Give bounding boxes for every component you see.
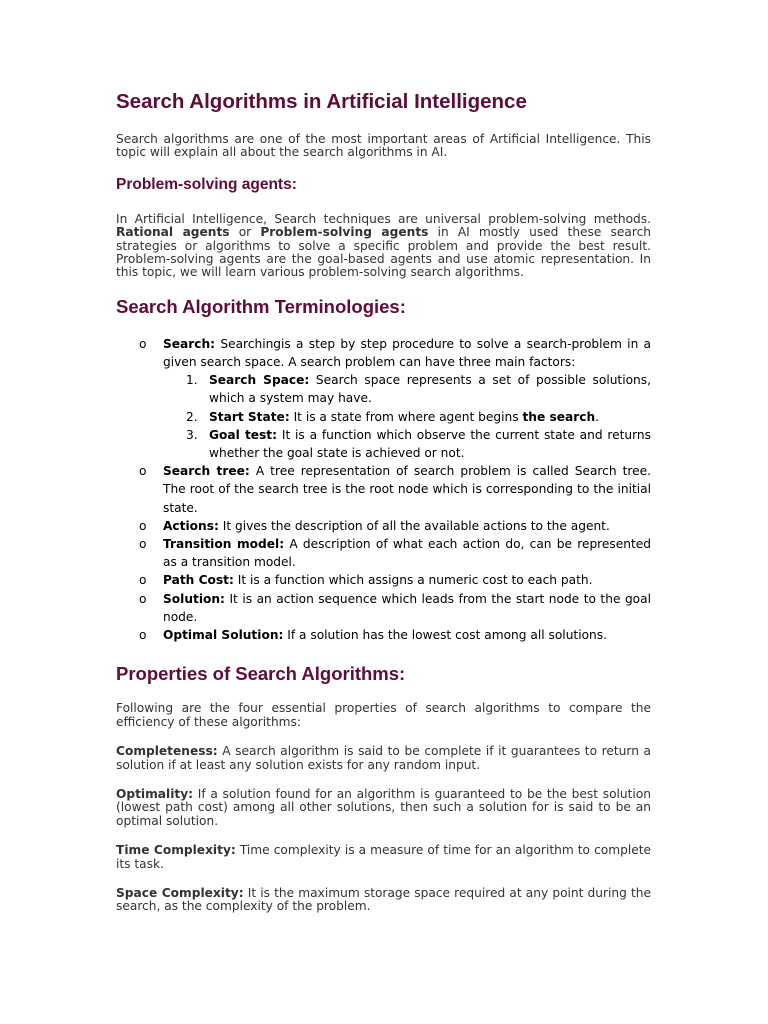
property-term: Space Complexity: — [116, 885, 244, 900]
factor-desc: Search space represents a set of possible solutions, which a system may have. — [209, 373, 652, 406]
term-desc: A description of what each action do, can be represented as a transition model. — [163, 537, 652, 570]
factor-desc: It is a state from where agent begins — [293, 409, 519, 424]
list-item — [163, 571, 651, 589]
list-item — [163, 462, 651, 517]
term-label: Optimal Solution: — [163, 628, 284, 643]
property-optimality — [116, 788, 651, 828]
search-factors-list — [163, 371, 651, 462]
factor-bold-tail: the search — [522, 409, 596, 424]
intro-paragraph: Search algorithms are one of the most important areas of Artificial Intelligence. This topic will explain all about the search algorithms in AI. — [116, 132, 651, 160]
list-item — [163, 535, 651, 571]
term-label: Search: — [163, 336, 216, 351]
property-completeness — [116, 745, 651, 772]
problem-solving-heading: Problem-solving agents: — [116, 175, 297, 193]
property-desc: If a solution found for an algorithm is guaranteed to be the best solution (lowest path cost) among all other solutions, then such a solution for is said to be an optimal solution. — [116, 786, 652, 828]
ps-bold-problem-solving-agents: Problem-solving agents — [260, 225, 429, 240]
ps-text-b: or — [238, 225, 252, 240]
term-label: Search tree: — [163, 464, 250, 479]
property-desc: It is the maximum storage space required at any point during the search, as the complexity of the problem. — [116, 885, 652, 914]
term-label: Solution: — [163, 591, 225, 606]
list-item-search — [163, 335, 651, 462]
ps-text-a: In Artificial Intelligence, Search techniques are universal problem-solving methods. — [116, 211, 651, 226]
factor-tail: . — [595, 409, 599, 424]
term-desc: If a solution has the lowest cost among all solutions. — [287, 628, 607, 643]
factor-term: Goal test: — [209, 427, 278, 442]
term-desc: It gives the description of all the available actions to the agent. — [222, 518, 610, 533]
term-label: Actions: — [163, 518, 219, 533]
factor-term: Search Space: — [209, 373, 310, 388]
problem-solving-paragraph — [116, 213, 651, 280]
term-label: Transition model: — [163, 537, 285, 552]
document-page — [116, 88, 651, 930]
property-desc: Time complexity is a measure of time for an algorithm to complete its task. — [116, 843, 651, 871]
term-desc: It is a function which assigns a numeric cost to each path. — [237, 573, 593, 588]
factor-item — [186, 408, 651, 426]
factor-term: Start State: — [209, 409, 290, 424]
factor-number: 1. — [186, 373, 198, 388]
term-desc: It is an action sequence which leads from the start node to the goal node. — [163, 591, 651, 624]
factor-desc: It is a function which observe the current state and returns whether the goal state is achieved or not. — [209, 427, 651, 461]
page-title: Search Algorithms in Artificial Intelligence — [116, 90, 527, 113]
list-item — [163, 590, 651, 626]
factor-number: 2. — [186, 409, 198, 424]
factor-item — [186, 371, 652, 407]
properties-intro: Following are the four essential properties of search algorithms to compare the efficiency of these algorithms: — [116, 701, 651, 729]
term-label: Path Cost: — [163, 573, 234, 588]
property-desc: A search algorithm is said to be complete if it guarantees to return a solution if at least any solution exists for any random input. — [116, 744, 651, 772]
term-desc: A tree representation of search problem is called Search tree. The root of the search tree is the root node which is corresponding to the initial state. — [163, 464, 652, 515]
factor-item — [186, 426, 651, 462]
factor-number: 3. — [186, 427, 198, 442]
property-space-complexity — [116, 887, 651, 914]
term-desc: Searchingis a step by step procedure to solve a search-problem in a given search space. A search problem can have three main factors: — [163, 336, 652, 370]
properties-heading: Properties of Search Algorithms: — [116, 663, 406, 685]
ps-text-c: in AI mostly used these search strategies or algorithms to solve a specific problem and provide the best result. Problem-solving agents are the goal-based agents and use atomic representation. In this topic, we will learn various problem-solving search algorithms. — [116, 225, 652, 280]
ps-bold-rational-agents: Rational agents — [116, 225, 230, 240]
property-time-complexity — [116, 844, 651, 871]
property-term: Optimality: — [116, 786, 194, 801]
property-term: Time Complexity: — [116, 843, 236, 858]
property-term: Completeness: — [116, 744, 218, 759]
terminologies-list — [116, 335, 651, 644]
list-item — [163, 517, 651, 535]
list-item — [163, 626, 651, 644]
terminologies-heading: Search Algorithm Terminologies: — [116, 295, 406, 317]
